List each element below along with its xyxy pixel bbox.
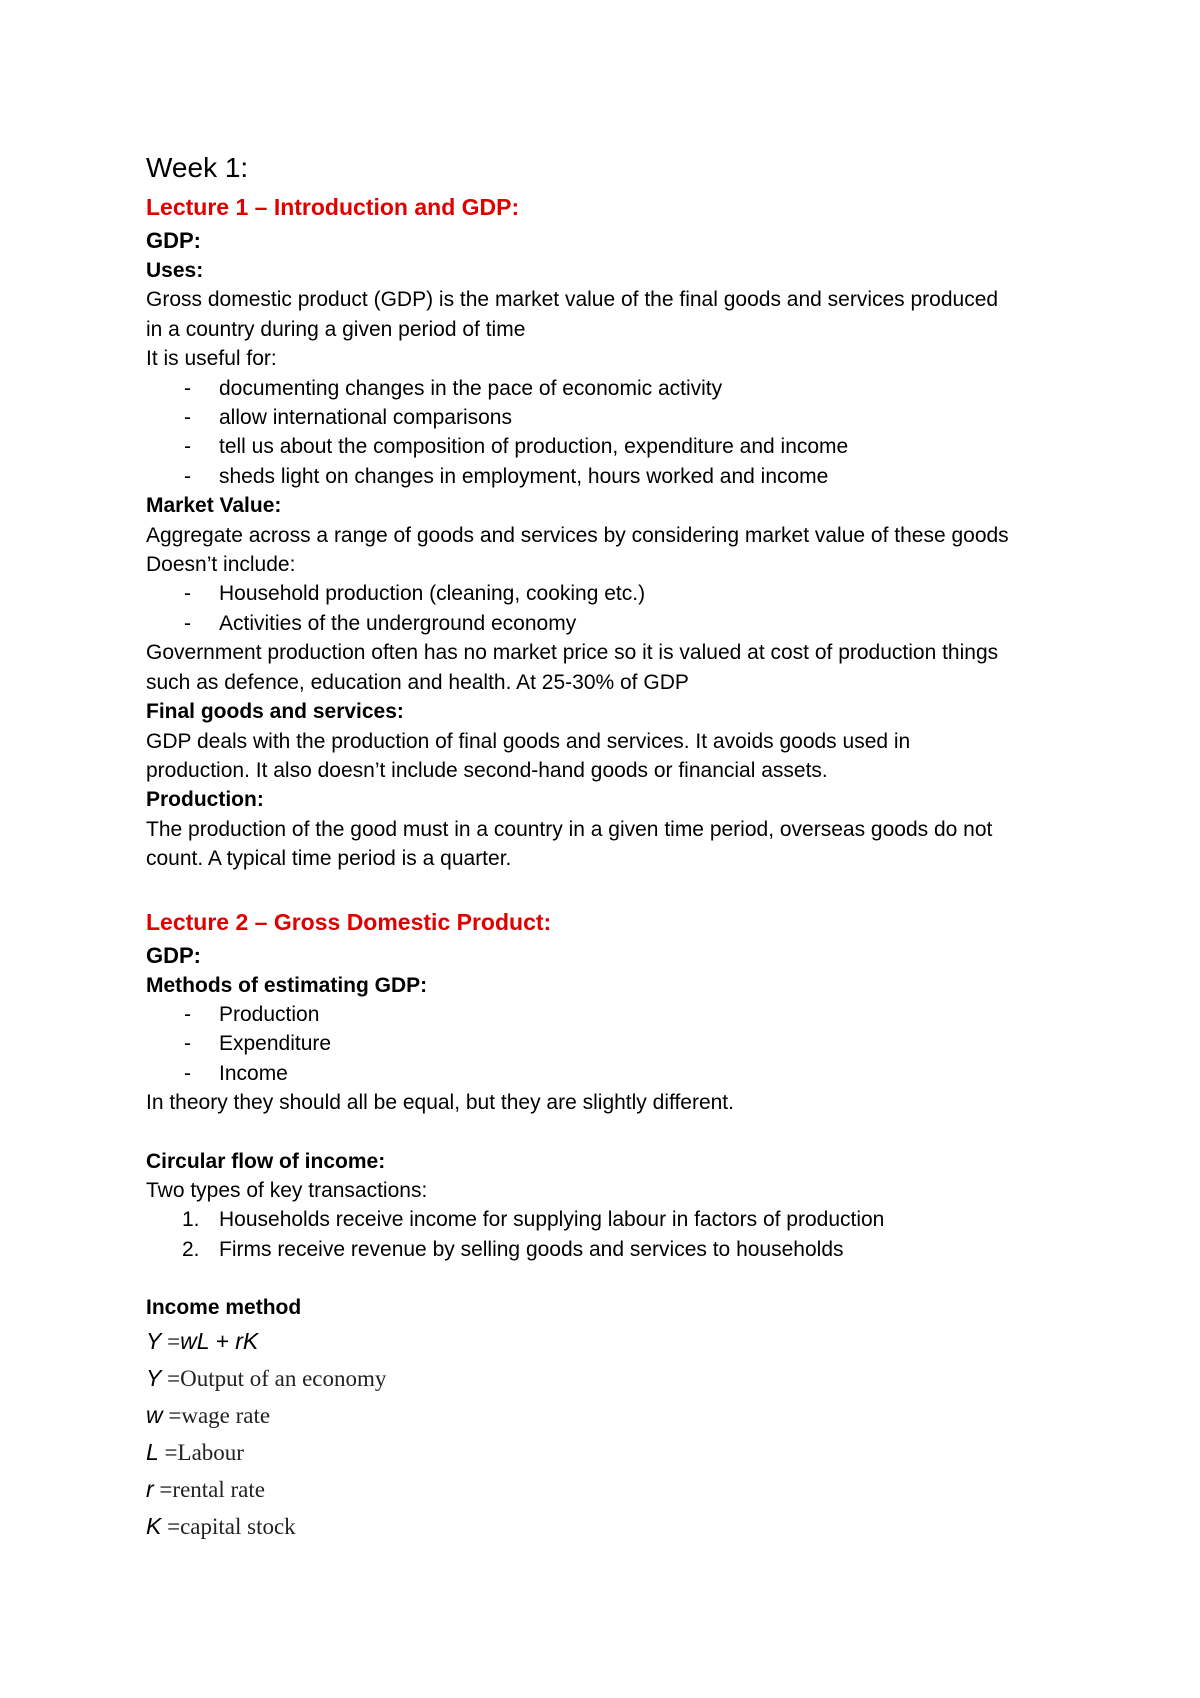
list-item [146,374,1106,403]
list-item [146,462,1106,491]
list-number: 1. [182,1208,200,1232]
bullet-marker: - [184,582,191,606]
list-item-text: sheds light on changes in employment, hours worked and income [219,464,829,488]
list-item-text: Expenditure [219,1032,332,1056]
spacer [146,1118,1106,1147]
market-value-text: Aggregate across a range of goods and services by considering market value of these goods [146,523,1009,547]
list-item-text: allow international comparisons [219,406,512,430]
lecture-2-title: Lecture 2 – Gross Domestic Product: [146,908,552,935]
equation-equals: = [167,1328,181,1354]
government-text-line-2: such as defence, education and health. At 25-30% of GDP [146,670,689,694]
market-value-heading: Market Value: [146,494,282,518]
definition-variable: Y [146,1364,162,1391]
definition-text: Labour [177,1439,244,1465]
lecture-2-section [146,903,1106,1545]
list-item [146,1029,1106,1058]
bullet-marker: - [184,1061,191,1085]
final-goods-heading: Final goods and services: [146,700,404,724]
gdp-heading: GDP: [146,942,201,968]
list-item [146,432,1106,461]
list-item-text: Income [219,1061,288,1085]
methods-heading: Methods of estimating GDP: [146,973,428,997]
spacer [146,1264,1106,1293]
government-text-line-1: Government production often has no market price so it is valued at cost of production things [146,641,999,665]
useful-for-label: It is useful for: [146,347,277,371]
gdp-heading: GDP: [146,228,201,253]
definition-row [146,1397,1106,1434]
list-item [146,579,1106,608]
list-item [146,1205,1106,1234]
theory-text: In theory they should all be equal, but they are slightly different. [146,1091,734,1115]
list-item-text: Firms receive revenue by selling goods and services to households [219,1237,844,1261]
list-item [146,1059,1106,1088]
definition-row [146,1508,1106,1545]
list-item-text: Households receive income for supplying labour in factors of production [219,1208,885,1232]
list-item-text: Household production (cleaning, cooking etc.) [219,582,646,606]
gdp-definition-line-2: in a country during a given period of time [146,317,526,341]
definition-variable: w [146,1401,163,1428]
list-item [146,1000,1106,1029]
final-goods-text-line-2: production. It also doesn’t include second-hand goods or financial assets. [146,758,828,782]
equation-rhs: wL + rK [180,1327,259,1354]
bullet-marker: - [184,406,191,430]
bullet-marker: - [184,1032,191,1056]
equation-equals: = [168,1402,182,1428]
bullet-marker: - [184,376,191,400]
spacer [146,874,1106,903]
bullet-marker: - [184,611,191,635]
uses-heading: Uses: [146,259,204,282]
production-text-line-2: count. A typical time period is a quarter. [146,847,512,871]
two-types-label: Two types of key transactions: [146,1178,428,1202]
bullet-marker: - [184,435,191,459]
gdp-definition-line-1: Gross domestic product (GDP) is the market value of the final goods and services produced [146,288,999,312]
definition-variable: K [146,1512,162,1539]
definition-variable: L [146,1438,159,1465]
list-item [146,1235,1106,1264]
equation-equals: = [159,1476,173,1502]
equation-lhs: Y [146,1327,162,1354]
production-heading: Production: [146,788,264,812]
production-text-line-1: The production of the good must in a country in a given time period, overseas goods do not [146,817,993,841]
list-item-text: Production [219,1002,320,1026]
list-item-text: documenting changes in the pace of economic activity [219,376,723,400]
circular-flow-heading: Circular flow of income: [146,1149,386,1173]
document-page [146,148,1106,1545]
equation-equals: = [167,1513,181,1539]
definition-text: wage rate [181,1402,271,1428]
week-heading: Week 1: [146,152,249,183]
bullet-marker: - [184,1002,191,1026]
list-item [146,609,1106,638]
final-goods-text-line-1: GDP deals with the production of final goods and services. It avoids goods used in [146,729,911,753]
bullet-marker: - [184,464,191,488]
income-method-heading: Income method [146,1296,302,1320]
lecture-1-title: Lecture 1 – Introduction and GDP: [146,194,520,220]
definition-text: capital stock [180,1513,296,1539]
income-equation [146,1323,1106,1360]
equation-equals: = [167,1365,181,1391]
list-number: 2. [182,1237,200,1261]
definition-text: rental rate [172,1476,265,1502]
list-item-text: Activities of the underground economy [219,611,577,635]
list-item-text: tell us about the composition of production, expenditure and income [219,435,849,459]
definition-variable: r [146,1475,154,1502]
equation-equals: = [164,1439,178,1465]
definition-row [146,1360,1106,1397]
list-item [146,403,1106,432]
doesnt-include-label: Doesn’t include: [146,553,296,577]
lecture-1-section [146,188,1106,874]
definition-row [146,1434,1106,1471]
definition-text: Output of an economy [180,1365,387,1391]
definition-row [146,1471,1106,1508]
